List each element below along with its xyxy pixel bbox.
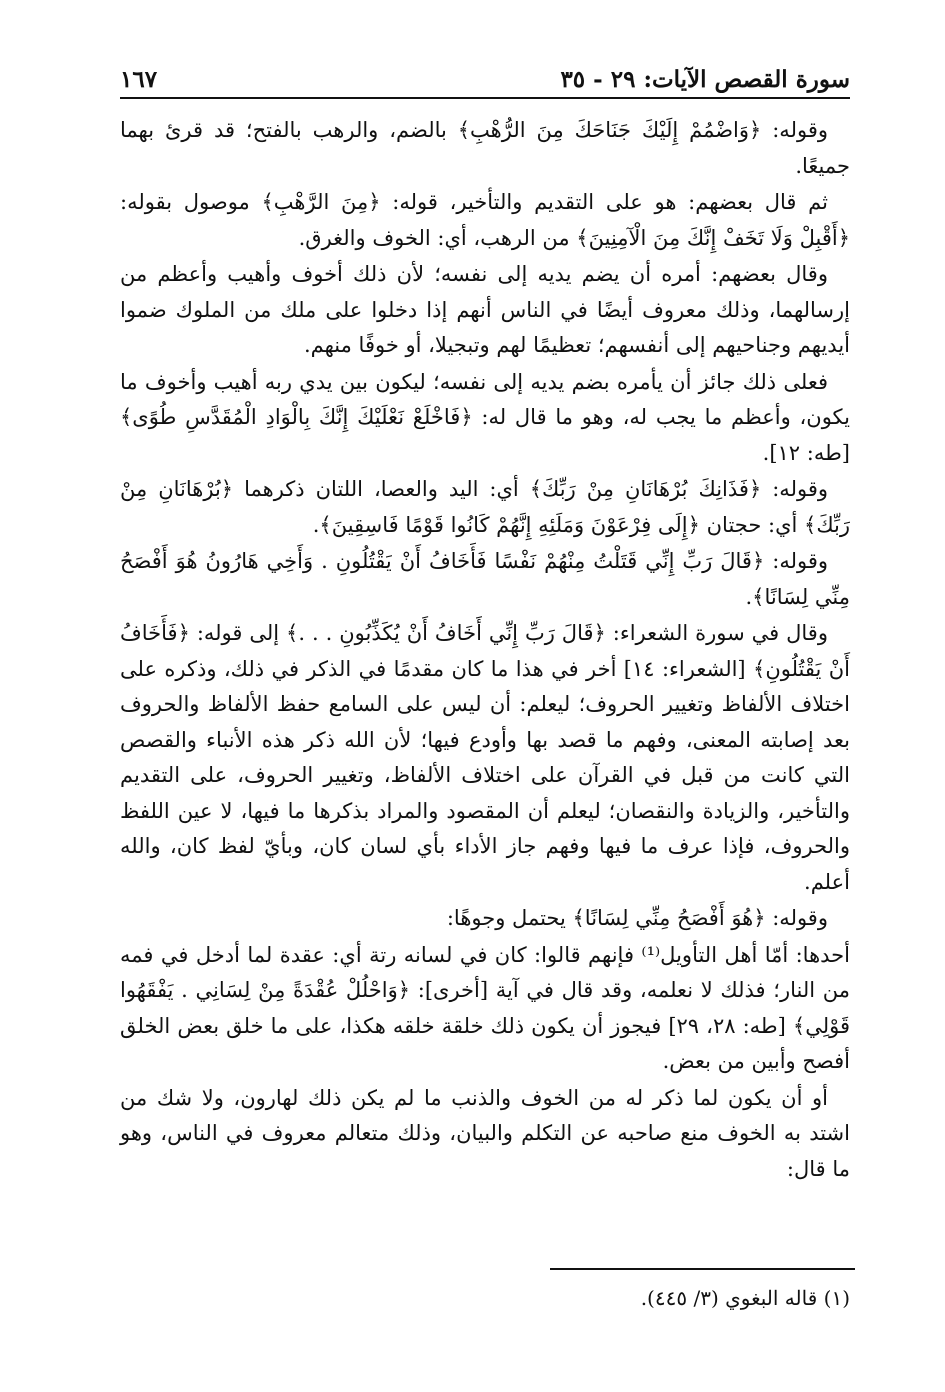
paragraph-4: فعلى ذلك جائز أن يأمره بضم يديه إلى نفسه؛ ليكون بين يدي ربه أهيب وأخوف ما يكون، وأعظم ما يجب له، وهو ما قال له: ﴿فَاخْلَعْ نَعْلَيْكَ إِنَّكَ بِالْوَادِ الْمُقَدَّسِ طُوًى﴾ [طه: ١٢]. <box>120 369 850 465</box>
paragraph-2: ثم قال بعضهم: هو على التقديم والتأخير، قوله: ﴿مِنَ الرَّهْبِ﴾ موصول بقوله: ﴿أَقْبِلْ وَلَا تَخَفْ إِنَّكَ مِنَ الْآمِنِينَ﴾ من الرهب، أي: الخوف والغرق. <box>120 190 850 250</box>
paragraph-3: وقال بعضهم: أمره أن يضم يديه إلى نفسه؛ لأن ذلك أخوف وأهيب وأعظم من إرسالهما، وذلك معروف أيضًا في الناس أنهم إذا دخلوا على ملك من الملوك ضموا أيديهم وجناحيهم إلى أنفسهم؛ تعظيمًا لهم وتبجيلا، أو خوفًا منهم. <box>120 262 850 357</box>
footnote: (١) قاله البغوي (٣/ ٤٤٥). <box>640 1286 850 1310</box>
paragraph-7: وقال في سورة الشعراء: ﴿قَالَ رَبِّ إِنِّي أَخَافُ أَنْ يُكَذِّبُونِ . . .﴾ إلى قوله: ﴿فَأَخَافُ أَنْ يَقْتُلُونِ﴾ [الشعراء: ١٤] أخر في هذا ما كان مقدمًا في الذكر في ذلك، وذكره على اختلاف الألفاظ وتغيير الحروف؛ ليعلم: أن ليس على السامع حفظ الألفاظ والحروف بعد إصابته المعنى، وفهم ما قصد بها وأودع فيها؛ لأن الله ذكر هذه الأنباء والقصص التي كانت من قبل في القرآن على اختلاف الألفاظ، وتغيير الحروف، على التقديم والتأخير، والزيادة والنقصان؛ ليعلم أن المقصود والمراد بذكرها ما فيها، لا عين اللفظ والحروف، فإذا عرف ما فيها وفهم جاز الأداء بأي لسان كان، وبأيّ لفظ كان، والله أعلم. <box>120 621 850 894</box>
paragraph-8: وقوله: ﴿هُوَ أَفْصَحُ مِنِّي لِسَانًا﴾ يحتمل وجوهًا: <box>446 906 828 930</box>
running-title: سورة القصص الآيات: ٢٩ - ٣٥ <box>560 66 850 93</box>
paragraph-6: وقوله: ﴿قَالَ رَبِّ إِنِّي قَتَلْتُ مِنْهُمْ نَفْسًا فَأَخَافُ أَنْ يَقْتُلُونِ . وَأَخِي هَارُونُ هُوَ أَفْصَحُ مِنِّي لِسَانًا﴾. <box>120 549 850 609</box>
page-body <box>120 113 850 1187</box>
page-number: ١٦٧ <box>120 66 158 93</box>
paragraph-10: أو أن يكون لما ذكر له من الخوف والذنب ما لم يكن ذلك لهارون، ولا شك من اشتد به الخوف منع صاحبه عن التكلم والبيان، وذلك متعالم معروف في الناس، وهو ما قال: <box>120 1085 850 1181</box>
paragraph-5: وقوله: ﴿فَذَانِكَ بُرْهَانَانِ مِنْ رَبِّكَ﴾ أي: اليد والعصا، اللتان ذكرهما ﴿بُرْهَانَانِ مِنْ رَبِّكَ﴾ أي: حجتان ﴿إِلَى فِرْعَوْنَ وَمَلَئِهِ إِنَّهُمْ كَانُوا قَوْمًا فَاسِقِينَ﴾. <box>120 477 850 537</box>
paragraph-1: وقوله: ﴿وَاضْمُمْ إِلَيْكَ جَنَاحَكَ مِنَ الرُّهْبِ﴾ بالضم، والرهب بالفتح؛ قد قرئ بهما جميعًا. <box>120 118 850 178</box>
paragraph-9: أحدها: أمّا أهل التأويل⁽¹⁾ فإنهم قالوا: كان في لسانه رتة أي: عقدة لما أدخل في فمه من النار؛ فذلك لا نعلمه، وقد قال في آية [أخرى]: ﴿وَاحْلُلْ عُقْدَةً مِنْ لِسَانِي . يَفْقَهُوا قَوْلِي﴾ [طه: ٢٨، ٢٩] فيجوز أن يكون ذلك خلقة خلقه هكذا، على ما خلق بعض الخلق أفصح وأبين من بعض. <box>120 942 851 1073</box>
footnote-divider <box>550 1268 855 1270</box>
page-header <box>120 55 850 99</box>
